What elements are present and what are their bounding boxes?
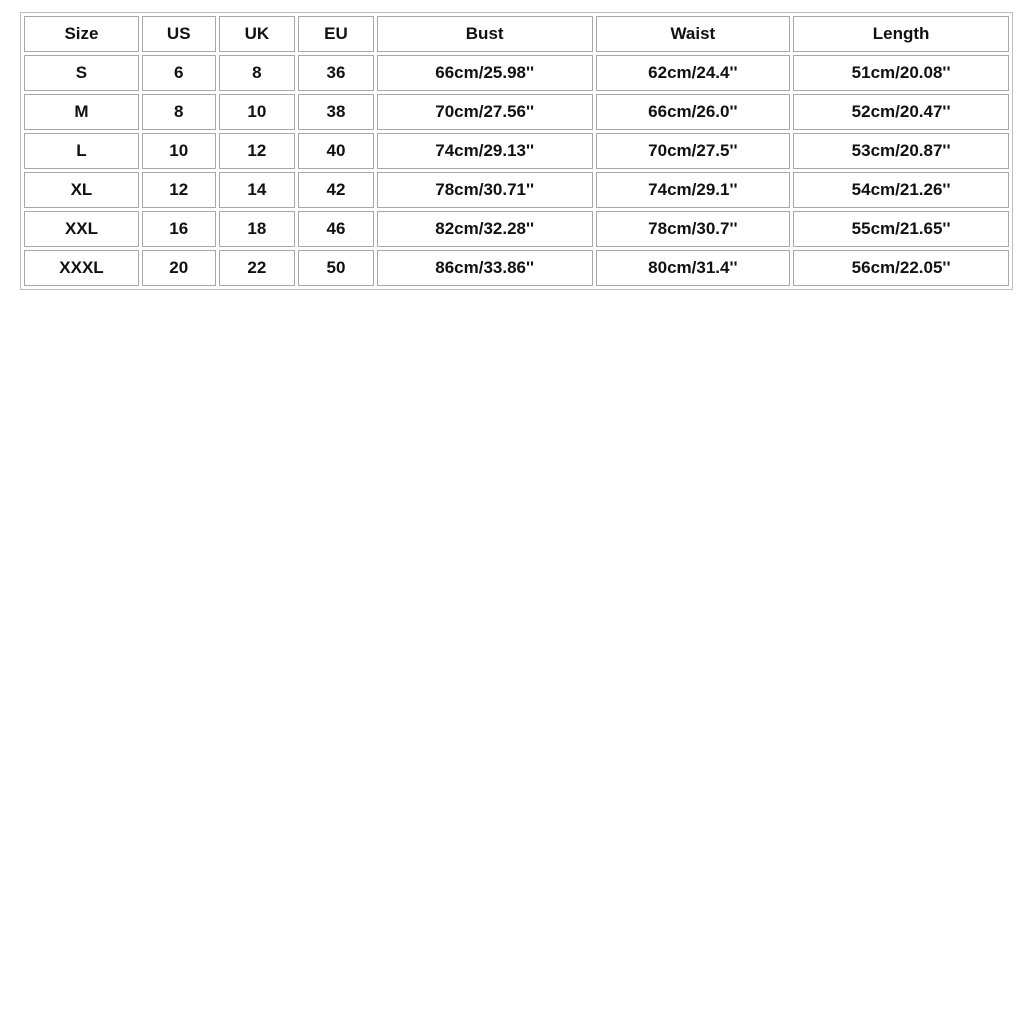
cell-bust: 86cm/33.86'' xyxy=(377,250,593,286)
table-header-row xyxy=(24,16,1009,52)
cell-length: 53cm/20.87'' xyxy=(793,133,1009,169)
table-row xyxy=(24,94,1009,130)
header-eu: EU xyxy=(298,16,374,52)
cell-uk: 12 xyxy=(219,133,296,169)
cell-length: 52cm/20.47'' xyxy=(793,94,1009,130)
cell-bust: 70cm/27.56'' xyxy=(377,94,593,130)
header-us: US xyxy=(142,16,216,52)
cell-us: 16 xyxy=(142,211,216,247)
cell-bust: 66cm/25.98'' xyxy=(377,55,593,91)
cell-size: XXXL xyxy=(24,250,139,286)
cell-us: 6 xyxy=(142,55,216,91)
cell-waist: 70cm/27.5'' xyxy=(596,133,791,169)
cell-us: 20 xyxy=(142,250,216,286)
cell-waist: 62cm/24.4'' xyxy=(596,55,791,91)
cell-waist: 74cm/29.1'' xyxy=(596,172,791,208)
header-waist: Waist xyxy=(596,16,791,52)
cell-length: 55cm/21.65'' xyxy=(793,211,1009,247)
cell-size: L xyxy=(24,133,139,169)
cell-bust: 78cm/30.71'' xyxy=(377,172,593,208)
cell-size: XL xyxy=(24,172,139,208)
header-bust: Bust xyxy=(377,16,593,52)
cell-waist: 66cm/26.0'' xyxy=(596,94,791,130)
cell-uk: 8 xyxy=(219,55,296,91)
cell-eu: 36 xyxy=(298,55,374,91)
cell-bust: 74cm/29.13'' xyxy=(377,133,593,169)
cell-us: 12 xyxy=(142,172,216,208)
cell-uk: 14 xyxy=(219,172,296,208)
cell-waist: 80cm/31.4'' xyxy=(596,250,791,286)
table-row xyxy=(24,250,1009,286)
cell-us: 8 xyxy=(142,94,216,130)
cell-length: 56cm/22.05'' xyxy=(793,250,1009,286)
cell-eu: 40 xyxy=(298,133,374,169)
cell-length: 54cm/21.26'' xyxy=(793,172,1009,208)
cell-length: 51cm/20.08'' xyxy=(793,55,1009,91)
size-chart-table xyxy=(20,12,1013,290)
table-row xyxy=(24,172,1009,208)
cell-eu: 38 xyxy=(298,94,374,130)
header-uk: UK xyxy=(219,16,296,52)
table-row xyxy=(24,55,1009,91)
cell-eu: 46 xyxy=(298,211,374,247)
cell-uk: 18 xyxy=(219,211,296,247)
cell-size: XXL xyxy=(24,211,139,247)
header-length: Length xyxy=(793,16,1009,52)
header-size: Size xyxy=(24,16,139,52)
cell-uk: 10 xyxy=(219,94,296,130)
cell-size: S xyxy=(24,55,139,91)
table-row xyxy=(24,211,1009,247)
cell-us: 10 xyxy=(142,133,216,169)
cell-uk: 22 xyxy=(219,250,296,286)
cell-bust: 82cm/32.28'' xyxy=(377,211,593,247)
cell-eu: 42 xyxy=(298,172,374,208)
cell-size: M xyxy=(24,94,139,130)
cell-eu: 50 xyxy=(298,250,374,286)
cell-waist: 78cm/30.7'' xyxy=(596,211,791,247)
table-row xyxy=(24,133,1009,169)
